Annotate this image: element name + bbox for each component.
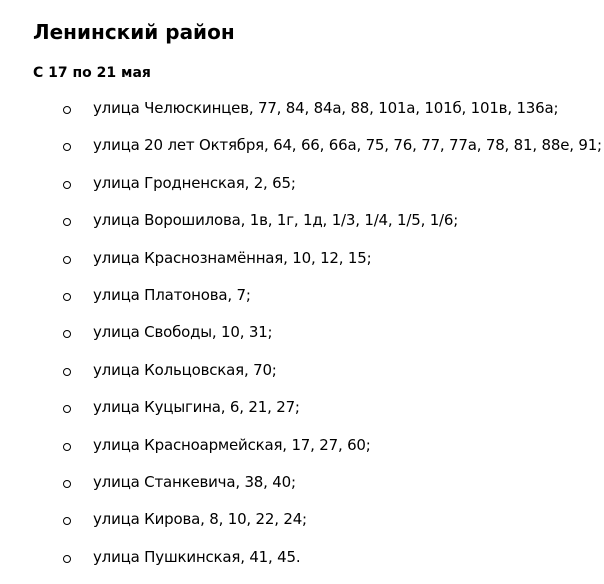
street-entry: улица Станкевича, 38, 40; — [93, 472, 296, 491]
street-entry: улица Кирова, 8, 10, 22, 24; — [93, 510, 307, 529]
street-entry: улица Красноармейская, 17, 27, 60; — [93, 435, 371, 454]
street-entry: улица Платонова, 7; — [93, 285, 251, 304]
hollow-circle-bullet-icon — [63, 256, 71, 264]
list-item — [0, 135, 604, 172]
street-entry: улица Ворошилова, 1в, 1г, 1д, 1/3, 1/4, 1/5, 1/6; — [93, 211, 459, 230]
list-item — [0, 547, 604, 584]
hollow-circle-bullet-icon — [63, 443, 71, 451]
list-item — [0, 248, 604, 285]
street-list — [0, 98, 604, 584]
list-item — [0, 435, 604, 472]
street-entry: улица 20 лет Октября, 64, 66, 66а, 75, 76, 77, 77а, 78, 81, 88е, 91; — [93, 136, 602, 155]
list-item — [0, 472, 604, 509]
street-entry: улица Свободы, 10, 31; — [93, 323, 273, 342]
street-entry: улица Куцыгина, 6, 21, 27; — [93, 398, 300, 417]
hollow-circle-bullet-icon — [63, 555, 71, 563]
list-item — [0, 210, 604, 247]
street-entry: улица Кольцовская, 70; — [93, 360, 277, 379]
hollow-circle-bullet-icon — [63, 368, 71, 376]
hollow-circle-bullet-icon — [63, 517, 71, 525]
street-entry: улица Краснознамённая, 10, 12, 15; — [93, 248, 372, 267]
hollow-circle-bullet-icon — [63, 405, 71, 413]
list-item — [0, 285, 604, 322]
street-entry: улица Гродненская, 2, 65; — [93, 173, 296, 192]
list-item — [0, 173, 604, 210]
hollow-circle-bullet-icon — [63, 181, 71, 189]
street-entry: улица Пушкинская, 41, 45. — [93, 547, 301, 566]
hollow-circle-bullet-icon — [63, 218, 71, 226]
list-item — [0, 360, 604, 397]
hollow-circle-bullet-icon — [63, 330, 71, 338]
list-item — [0, 397, 604, 434]
page-title: Ленинский район — [33, 20, 235, 44]
list-item — [0, 98, 604, 135]
hollow-circle-bullet-icon — [63, 143, 71, 151]
street-entry: улица Челюскинцев, 77, 84, 84а, 88, 101а, 101б, 101в, 136а; — [93, 99, 559, 117]
hollow-circle-bullet-icon — [63, 293, 71, 301]
list-item — [0, 509, 604, 546]
date-range-heading: С 17 по 21 мая — [33, 65, 151, 81]
hollow-circle-bullet-icon — [63, 106, 71, 114]
list-item — [0, 322, 604, 359]
hollow-circle-bullet-icon — [63, 480, 71, 488]
